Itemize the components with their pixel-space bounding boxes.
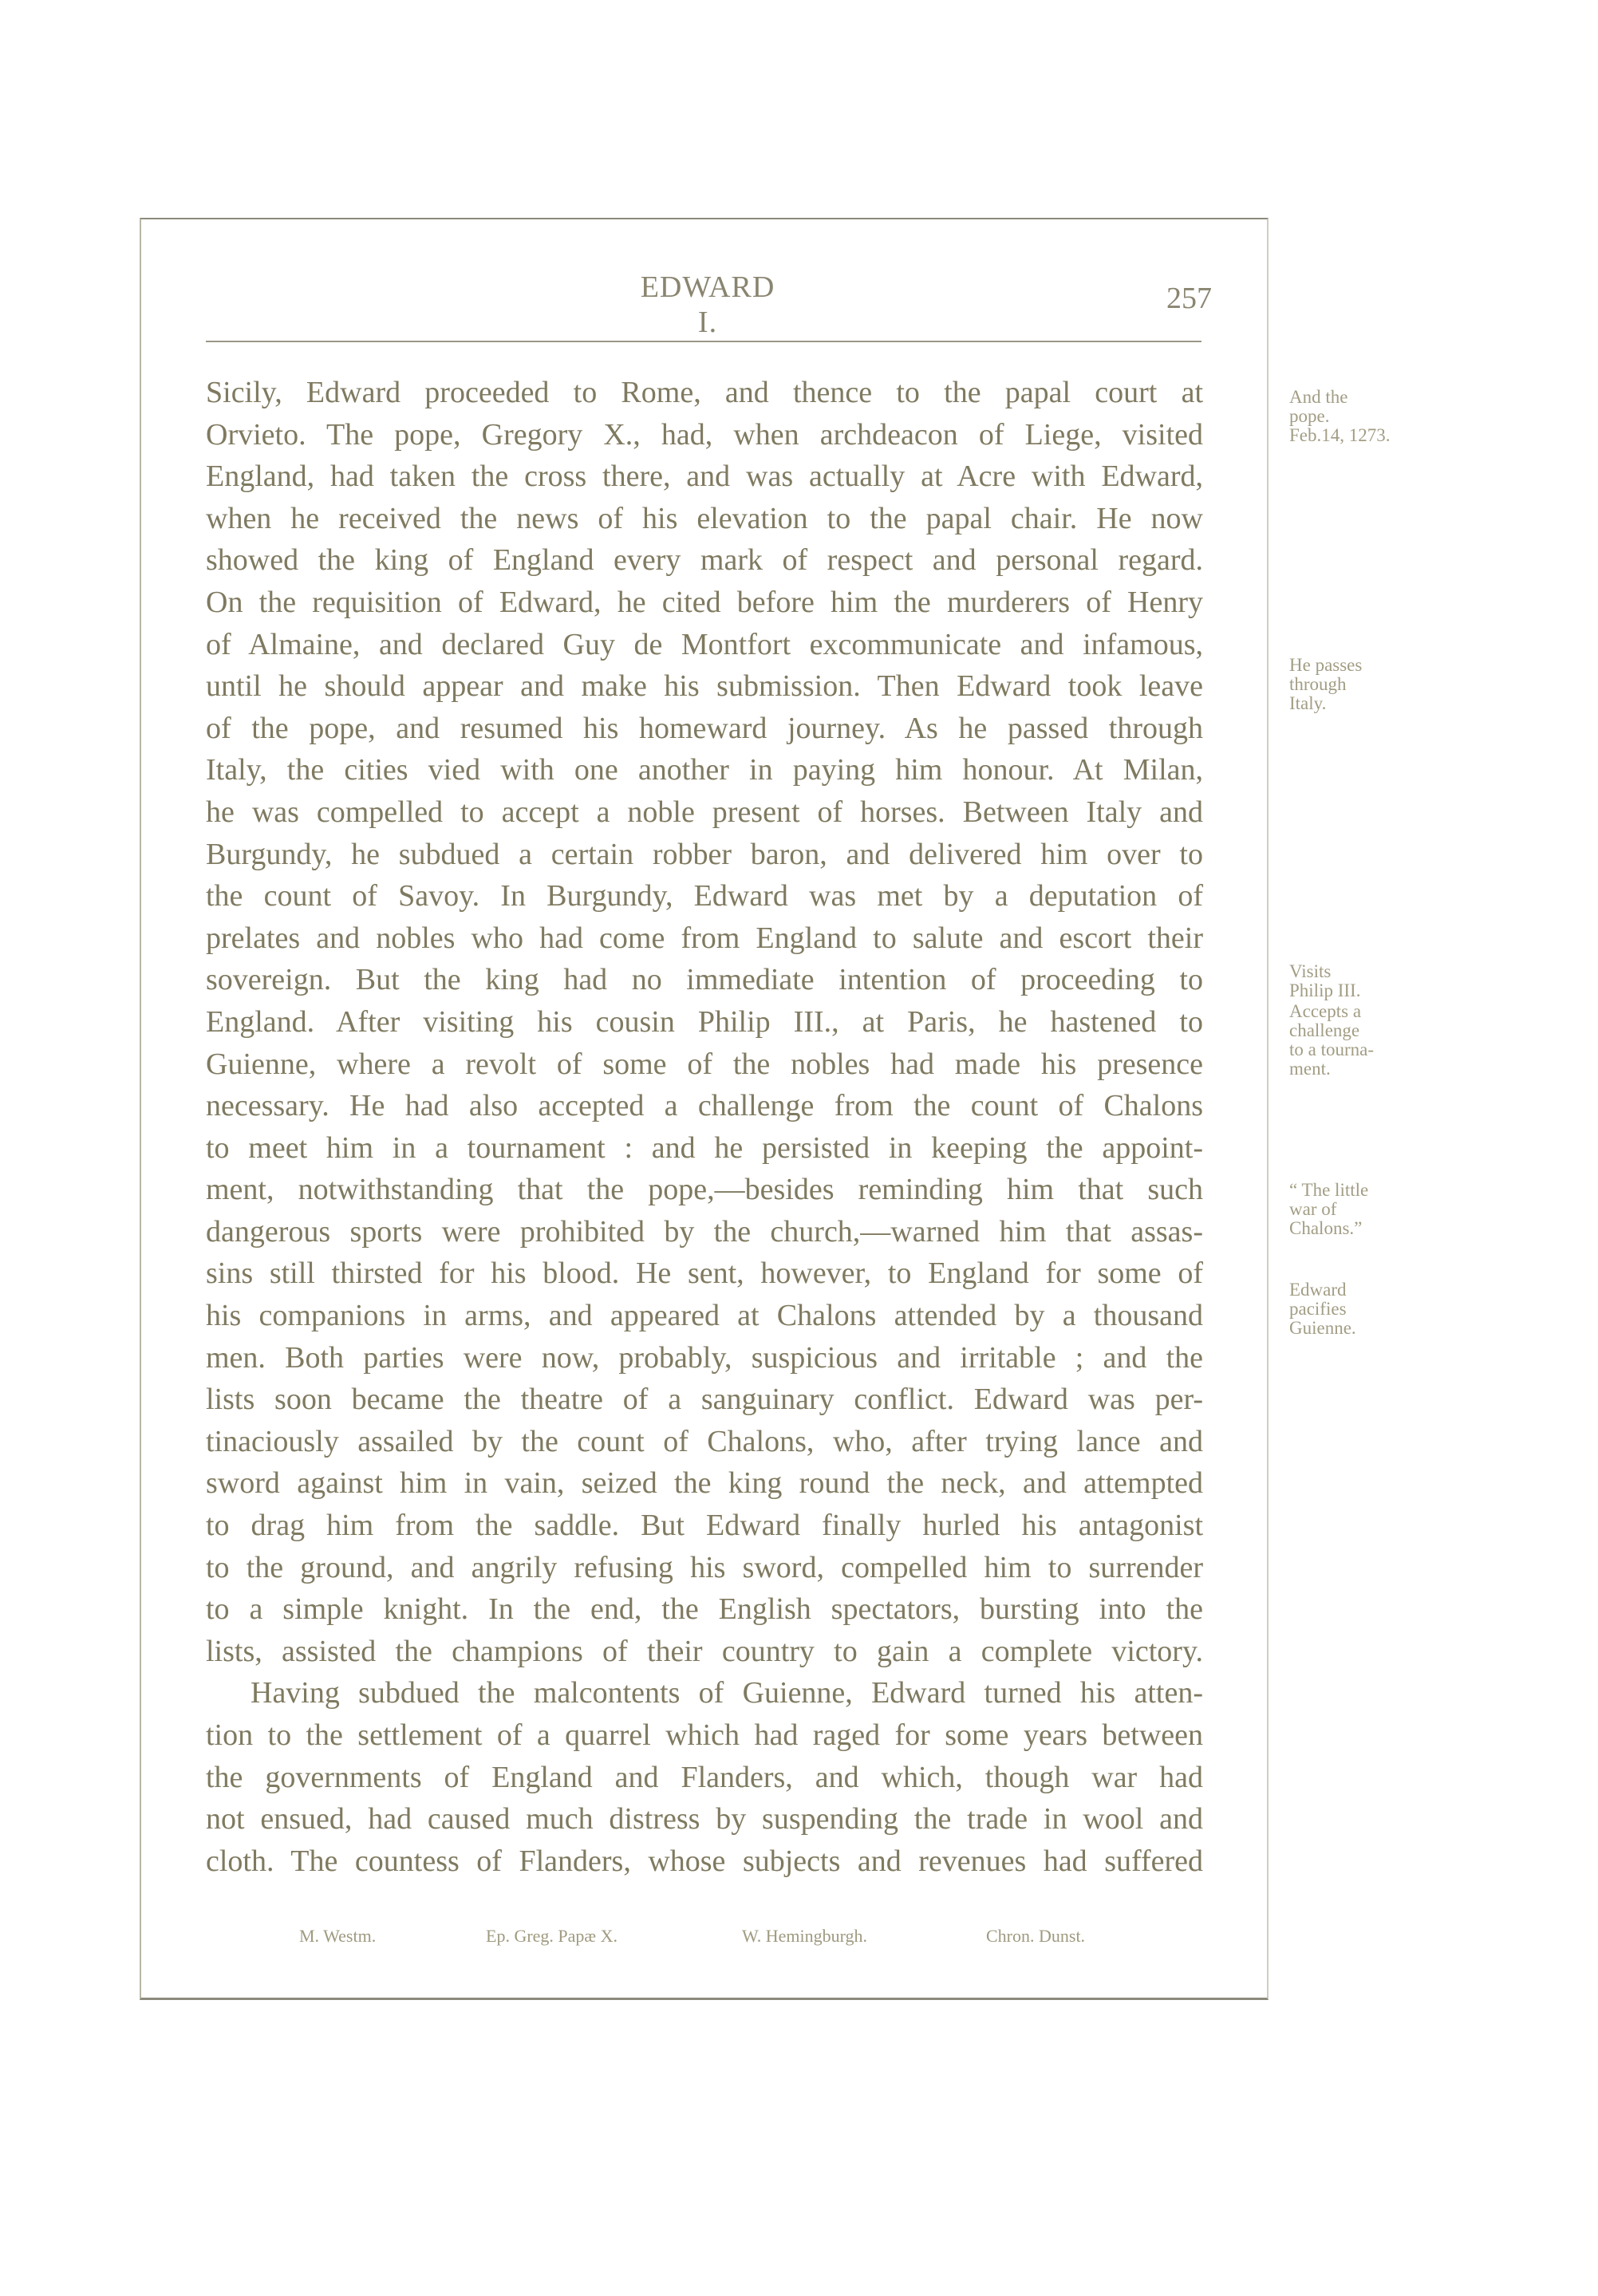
margin-note bbox=[1289, 656, 1433, 713]
margin-note-line: to a tourna- bbox=[1289, 1040, 1375, 1059]
text-line: tion to the settlement of a quarrel which had raged for some years between bbox=[206, 1718, 1203, 1752]
margin-note bbox=[1289, 1280, 1433, 1338]
margin-note-line: war of bbox=[1289, 1199, 1337, 1219]
page-number: 257 bbox=[1166, 282, 1212, 315]
margin-note-line: through bbox=[1289, 674, 1347, 694]
text-line: he was compelled to accept a noble present of horses. Between Italy and bbox=[206, 795, 1203, 829]
margin-note-line: Italy. bbox=[1289, 693, 1327, 713]
text-line: to the ground, and angrily refusing his sword, compelled him to surrender bbox=[206, 1550, 1203, 1584]
text-line: dangerous sports were prohibited by the church,—warned him that assas- bbox=[206, 1214, 1203, 1249]
margin-note-line: pope. bbox=[1289, 406, 1330, 426]
margin-note-line: Accepts a bbox=[1289, 1001, 1362, 1021]
text-line: sword against him in vain, seized the king round the neck, and attempted bbox=[206, 1466, 1203, 1501]
footer-citation: Ep. Greg. Papæ X. bbox=[486, 1926, 617, 1946]
margin-note bbox=[1289, 1002, 1433, 1079]
margin-note-line: “ The little bbox=[1289, 1180, 1369, 1200]
text-line: until he should appear and make his submission. Then Edward took leave bbox=[206, 669, 1203, 704]
footer-citation: M. Westm. bbox=[299, 1926, 377, 1946]
text-line: Having subdued the malcontents of Guienne, Edward turned his atten- bbox=[251, 1676, 1203, 1710]
text-line: to drag him from the saddle. But Edward finally hurled his antagonist bbox=[206, 1509, 1203, 1543]
text-line: Sicily, Edward proceeded to Rome, and thence to the papal court at bbox=[206, 376, 1203, 409]
running-title: EDWARD I. bbox=[640, 270, 775, 339]
text-line: sins still thirsted for his blood. He sent, however, to England for some of bbox=[206, 1256, 1203, 1291]
text-line: lists, assisted the champions of their country to gain a complete victory. bbox=[206, 1634, 1203, 1668]
text-line: the count of Savoy. In Burgundy, Edward was met by a deputation of bbox=[206, 879, 1203, 913]
footer-citation: Chron. Dunst. bbox=[986, 1926, 1086, 1946]
margin-note-line: Guienne. bbox=[1289, 1318, 1356, 1338]
margin-note-line: And the bbox=[1289, 387, 1348, 407]
text-line: showed the king of England every mark of respect and personal regard. bbox=[206, 543, 1203, 578]
margin-note-line: ment. bbox=[1289, 1059, 1331, 1079]
margin-note bbox=[1289, 1181, 1433, 1238]
text-line: his companions in arms, and appeared at Chalons attended by a thousand bbox=[206, 1299, 1203, 1333]
text-line: the governments of England and Flanders, and which, though war had bbox=[206, 1760, 1203, 1794]
text-line: Italy, the cities vied with one another in paying him honour. At Milan, bbox=[206, 753, 1203, 787]
text-line: to a simple knight. In the end, the English spectators, bursting into the bbox=[206, 1592, 1203, 1627]
text-line: Burgundy, he subdued a certain robber baron, and delivered him over to bbox=[206, 837, 1203, 871]
text-line: Orvieto. The pope, Gregory X., had, when archdeacon of Liege, visited bbox=[206, 417, 1203, 452]
footer-citation: W. Hemingburgh. bbox=[742, 1926, 868, 1946]
margin-note-line: Visits bbox=[1289, 961, 1332, 981]
text-line: not ensued, had caused much distress by suspending the trade in wool and bbox=[206, 1802, 1203, 1836]
margin-note bbox=[1289, 962, 1433, 1000]
margin-note-line: pacifies bbox=[1289, 1299, 1347, 1319]
margin-note-line: He passes bbox=[1289, 655, 1363, 675]
text-line: when he received the news of his elevation to the papal chair. He now bbox=[206, 501, 1203, 535]
text-line: lists soon became the theatre of a sanguinary conflict. Edward was per- bbox=[206, 1383, 1203, 1417]
text-line: to meet him in a tournament : and he persisted in keeping the appoint- bbox=[206, 1130, 1203, 1165]
header-rule bbox=[206, 341, 1201, 342]
text-line: tinaciously assailed by the count of Chalons, who, after trying lance and bbox=[206, 1424, 1203, 1458]
margin-note-line: Chalons.” bbox=[1289, 1218, 1363, 1238]
text-line: of Almaine, and declared Guy de Montfort excommunicate and infamous, bbox=[206, 627, 1203, 661]
text-line: England. After visiting his cousin Philip III., at Paris, he hastened to bbox=[206, 1004, 1203, 1039]
margin-note-line: Feb.14, 1273. bbox=[1289, 425, 1391, 445]
text-line: men. Both parties were now, probably, suspicious and irritable ; and the bbox=[206, 1340, 1203, 1375]
text-line: On the requisition of Edward, he cited before him the murderers of Henry bbox=[206, 585, 1203, 619]
margin-note-line: Edward bbox=[1289, 1280, 1347, 1300]
text-line: prelates and nobles who had come from England to salute and escort their bbox=[206, 921, 1203, 955]
margin-note-line: challenge bbox=[1289, 1020, 1360, 1040]
text-line: sovereign. But the king had no immediate intention of proceeding to bbox=[206, 963, 1203, 997]
margin-note-line: Philip III. bbox=[1289, 980, 1361, 1000]
text-line: Guienne, where a revolt of some of the nobles had made his presence bbox=[206, 1047, 1203, 1081]
text-line: England, had taken the cross there, and was actually at Acre with Edward, bbox=[206, 460, 1203, 494]
text-line: ment, notwithstanding that the pope,—besides reminding him that such bbox=[206, 1173, 1203, 1207]
margin-note bbox=[1289, 388, 1433, 445]
text-line: necessary. He had also accepted a challenge from the count of Chalons bbox=[206, 1089, 1203, 1123]
text-line: cloth. The countess of Flanders, whose subjects and revenues had suffered bbox=[206, 1844, 1203, 1878]
body-text bbox=[206, 372, 1203, 1882]
text-line: of the pope, and resumed his homeward journey. As he passed through bbox=[206, 711, 1203, 745]
